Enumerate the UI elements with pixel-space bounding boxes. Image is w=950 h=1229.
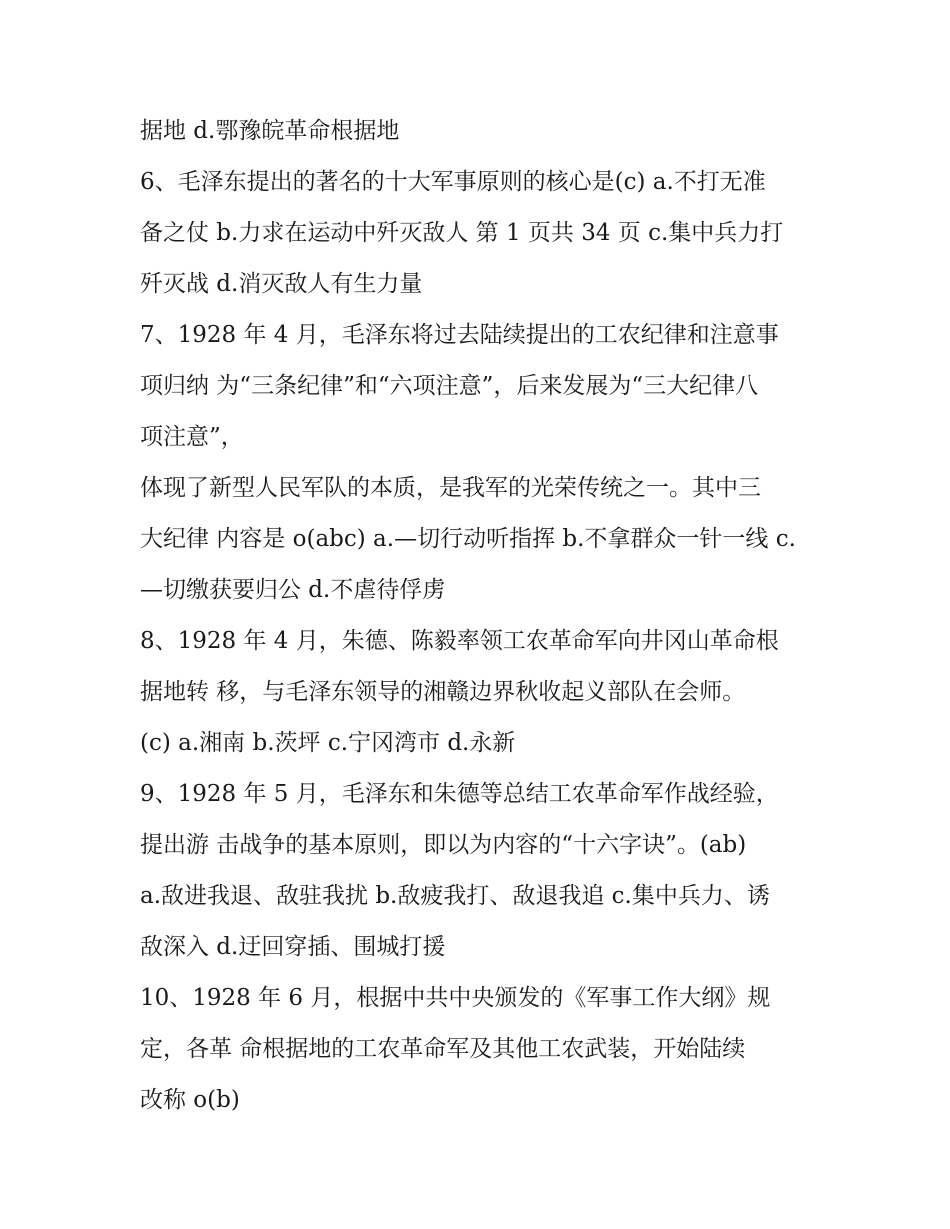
text-line: 大纪律 内容是 o(abc) a.—切行动听指挥 b.不拿群众一针一线 c. — [140, 526, 796, 552]
text-line: a.敌进我退、敌驻我扰 b.敌疲我打、敌退我追 c.集中兵力、诱 — [140, 883, 770, 909]
text-line: 备之仗 b.力求在运动中歼灭敌人 第 1 页共 34 页 c.集中兵力打 — [140, 220, 784, 246]
text-line: 定，各革 命根据地的工农革命军及其他工农武装，开始陆续 — [140, 1036, 746, 1062]
text-line: 10、1928 年 6 月，根据中共中央颁发的《军事工作大纲》规 — [140, 985, 771, 1011]
text-line: 提出游 击战争的基本原则，即以为内容的“十六字诀”。(ab) — [140, 832, 747, 858]
text-line: 7、1928 年 4 月，毛泽东将过去陆续提出的工农纪律和注意事 — [140, 322, 779, 348]
text-line: 体现了新型人民军队的本质，是我军的光荣传统之一。其中三 — [140, 475, 761, 501]
text-line: 敌深入 d.迂回穿插、围城打援 — [140, 934, 446, 960]
text-line: 据地转 移，与毛泽东领导的湘赣边界秋收起义部队在会师。 — [140, 679, 746, 705]
document-body — [140, 106, 820, 1126]
text-line: 项注意”， — [140, 424, 244, 450]
text-line: 据地 d.鄂豫皖革命根据地 — [140, 118, 400, 144]
text-line: 8、1928 年 4 月，朱德、陈毅率领工农革命军向井冈山革命根 — [140, 628, 779, 654]
text-line: 项归纳 为“三条纪律”和“六项注意”，后来发展为“三大纪律八 — [140, 373, 759, 399]
text-line: 9、1928 年 5 月，毛泽东和朱德等总结工农革命军作战经验， — [140, 781, 779, 807]
text-line: —切缴获要归公 d.不虐待俘虏 — [140, 577, 446, 603]
text-line: 歼灭战 d.消灭敌人有生力量 — [140, 271, 423, 297]
text-line: 改称 o(b) — [140, 1087, 240, 1113]
text-line: (c) a.湘南 b.茨坪 c.宁冈湾市 d.永新 — [140, 730, 516, 756]
text-line: 6、毛泽东提出的著名的十大军事原则的核心是(c) a.不打无准 — [140, 169, 766, 195]
